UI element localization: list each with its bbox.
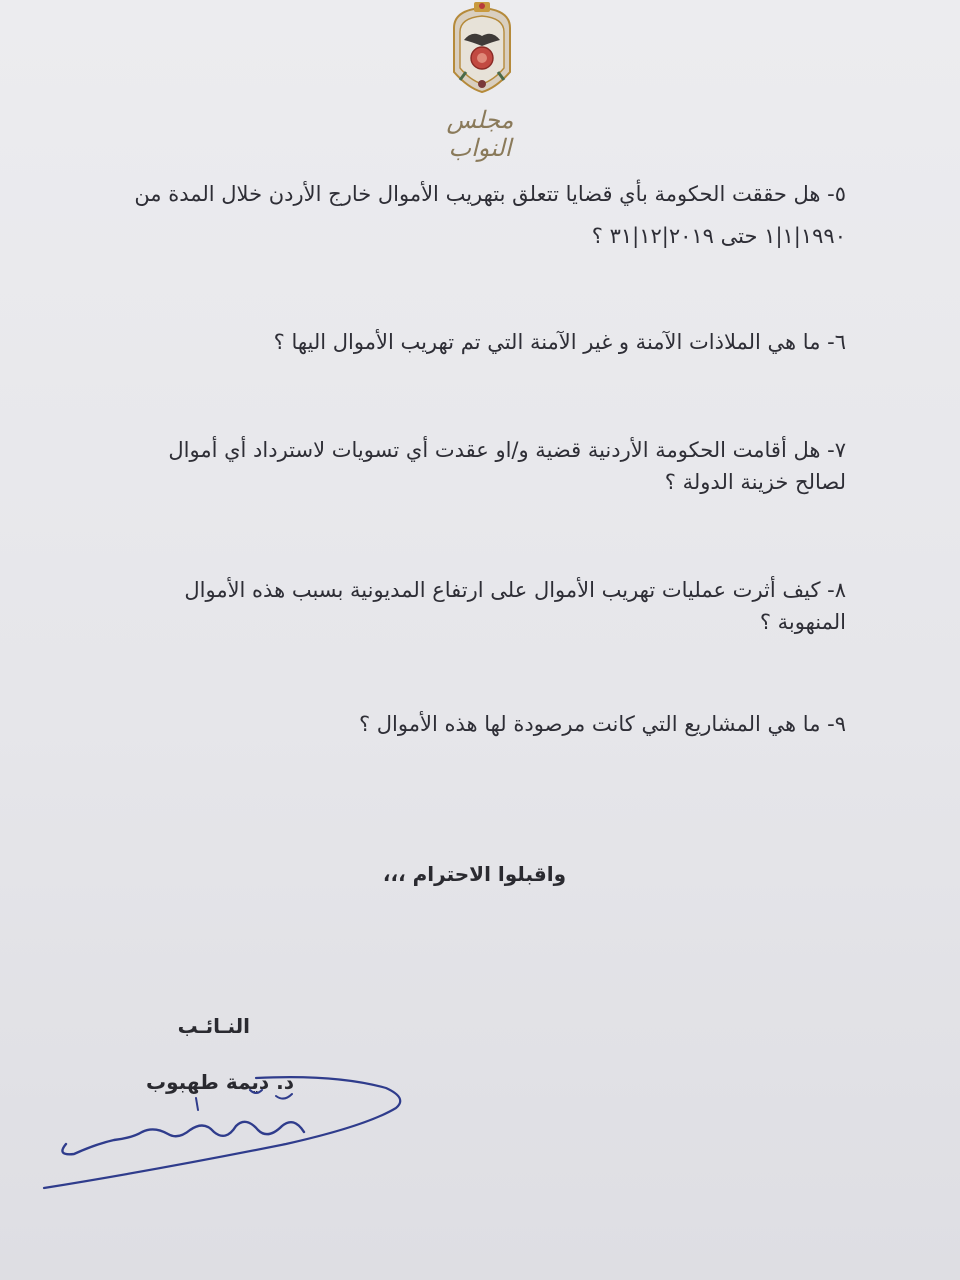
closing-salutation: واقبلوا الاحترام ،،، — [382, 862, 566, 886]
question-8-line-1: ٨- كيف أثرت عمليات تهريب الأموال على ارتفاع المديونية بسبب هذه الأموال — [184, 578, 846, 602]
question-6: ٦- ما هي الملاذات الآمنة و غير الآمنة التي تم تهريب الأموال اليها ؟ — [273, 330, 846, 354]
question-5-line-2: ١٩٩٠|١|١ حتى ٢٠١٩|١٢|٣١ ؟ — [591, 224, 846, 248]
question-7-line-1: ٧- هل أقامت الحكومة الأردنية قضية و/او عقدت أي تسويات لاسترداد أي أموال — [168, 438, 846, 462]
jordan-coat-of-arms-icon — [440, 2, 524, 98]
question-9: ٩- ما هي المشاريع التي كانت مرصودة لها هذه الأموال ؟ — [358, 712, 846, 736]
question-7-line-2: لصالح خزينة الدولة ؟ — [664, 470, 846, 494]
question-5-line-1: ٥- هل حققت الحكومة بأي قضايا تتعلق بتهريب الأموال خارج الأردن خلال المدة من — [134, 182, 846, 206]
question-8-line-2: المنهوبة ؟ — [759, 610, 846, 634]
signatory-name: د. ديمة طهبوب — [146, 1070, 294, 1094]
signatory-title: النـائـب — [177, 1014, 250, 1038]
council-name: مجلس النواب — [446, 106, 514, 162]
handwritten-signature — [36, 1060, 416, 1200]
